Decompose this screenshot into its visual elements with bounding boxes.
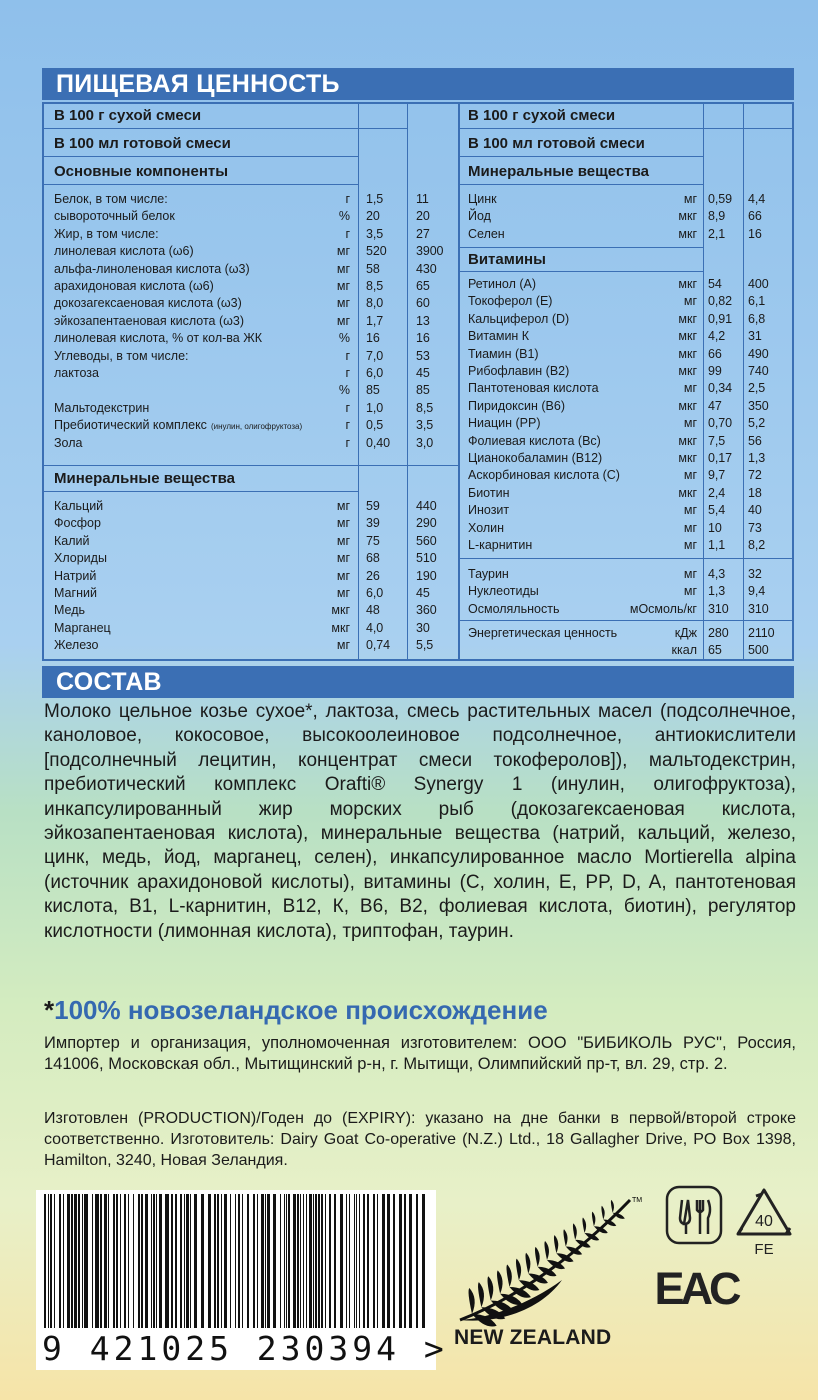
table-row — [44, 261, 460, 279]
row-dry: 54 — [708, 277, 722, 291]
row-unit: мг — [683, 567, 697, 581]
row-unit: мкг — [678, 209, 697, 224]
row-ready: 310 — [748, 601, 769, 616]
row-sep — [44, 128, 407, 129]
row-unit: % — [338, 383, 350, 398]
row-dry: 39 — [366, 516, 380, 531]
row-ready: 510 — [416, 551, 437, 566]
table-row — [44, 585, 460, 603]
table-row — [44, 348, 460, 366]
row-dry: 10 — [708, 520, 722, 535]
row-dry: 16 — [366, 331, 380, 346]
row-ready: 31 — [748, 329, 762, 344]
row-unit: мг — [336, 533, 350, 548]
energy-row — [460, 625, 792, 643]
row-dry: 1,3 — [708, 584, 726, 599]
table-row — [460, 433, 792, 451]
row-dry: 2,1 — [708, 226, 726, 241]
row-dry: 47 — [708, 398, 722, 413]
row-dry: 0,82 — [708, 294, 732, 309]
row-unit: мг — [683, 192, 697, 206]
row-name: Марганец — [54, 620, 111, 635]
row-ready: 45 — [416, 366, 430, 380]
row-ready: 2,5 — [748, 381, 766, 396]
row-name: Ретинол (А) — [468, 277, 537, 291]
row-name: Фолиевая кислота (Bc) — [468, 433, 601, 448]
table-row — [460, 566, 792, 584]
header-dry-right: В 100 г сухой смеси — [468, 107, 616, 124]
row-unit: г — [345, 435, 350, 450]
row-note: (инулин, олигофруктоза) — [210, 422, 303, 432]
barcode-bars — [36, 1190, 436, 1332]
food-contact-icon — [664, 1184, 724, 1246]
row-name: Ниацин (PP) — [468, 416, 541, 431]
nutrition-table-left — [42, 102, 460, 661]
row-ready: 6,8 — [748, 311, 766, 326]
energy-dry-kcal: 65 — [708, 643, 722, 657]
row-dry: 0,74 — [366, 638, 390, 653]
row-unit: г — [345, 400, 350, 415]
row-ready: 5,2 — [748, 416, 766, 431]
row-name: Рибофлавин (B2) — [468, 364, 570, 378]
row-ready: 27 — [416, 226, 430, 241]
row-sep — [460, 184, 703, 185]
trademark-mark: TM — [632, 1197, 643, 1204]
importer-text: Импортер и организация, уполномоченная изготовителем: ООО "БИБИКОЛЬ РУС", Россия, 141006, Московская обл., Мытищинский р-н, г. Мытищи, Олимпийский пр-т, вл. 29, стр. 2. — [44, 1034, 796, 1073]
row-ready: 73 — [748, 520, 762, 535]
row-dry: 8,5 — [366, 279, 384, 293]
table-row — [460, 485, 792, 503]
row-sep — [44, 184, 358, 185]
row-unit: мкг — [678, 346, 697, 361]
table-row — [44, 191, 460, 209]
header-basic: Основные компоненты — [54, 163, 229, 180]
row-dry: 4,2 — [708, 329, 726, 344]
row-dry: 0,59 — [708, 192, 732, 206]
row-dry: 4,3 — [708, 567, 726, 581]
row-ready: 16 — [748, 226, 762, 241]
table-row — [460, 502, 792, 520]
row-sep — [460, 156, 703, 157]
header-ready-right: В 100 мл готовой смеси — [468, 135, 645, 152]
row-dry: 68 — [366, 551, 380, 566]
row-name: Инозит — [468, 503, 510, 518]
row-name: Железо — [54, 638, 99, 653]
row-ready: 350 — [748, 398, 769, 413]
row-ready: 3900 — [416, 244, 444, 259]
row-dry: 1,0 — [366, 400, 384, 415]
table-row — [460, 398, 792, 416]
row-name: Биотин — [468, 485, 510, 500]
row-ready: 20 — [416, 209, 430, 224]
row-sep — [44, 156, 358, 157]
row-name: Мальтодекстрин — [54, 400, 150, 415]
row-dry: 6,0 — [366, 366, 384, 380]
barcode — [36, 1190, 448, 1370]
row-name: Нуклеотиды — [468, 584, 539, 599]
row-ready: 11 — [416, 192, 429, 206]
header-left-minerals: Минеральные вещества — [54, 470, 235, 487]
row-dry: 0,40 — [366, 435, 390, 450]
table-row — [44, 550, 460, 568]
row-name: линолевая кислота, % от кол-ва ЖК — [54, 331, 263, 346]
eac-label: EAC — [654, 1263, 738, 1314]
row-dry: 520 — [366, 244, 387, 259]
row-ready: 5,5 — [416, 638, 434, 653]
row-unit: мг — [683, 381, 697, 396]
row-ready: 560 — [416, 533, 437, 548]
header-ready: В 100 мл готовой смеси — [54, 135, 231, 152]
row-name: лактоза — [54, 366, 99, 380]
row-name: линолевая кислота (ω6) — [54, 244, 194, 259]
row-name: Углеводы, в том числе: — [54, 348, 189, 363]
row-dry: 2,4 — [708, 485, 726, 500]
row-unit: мг — [336, 261, 350, 276]
row-ready: 72 — [748, 468, 762, 483]
row-name: Таурин — [468, 567, 509, 581]
row-name: Цинк — [468, 192, 497, 206]
row-ready: 85 — [416, 383, 430, 398]
row-name: Витамин К — [468, 329, 530, 344]
row-unit: мг — [683, 294, 697, 309]
row-ready: 18 — [748, 485, 762, 500]
table-row — [44, 533, 460, 551]
table-row — [44, 382, 460, 400]
row-unit: мкг — [678, 226, 697, 241]
row-name: Медь — [54, 603, 86, 618]
recycle-material: FE — [754, 1241, 774, 1258]
row-unit: мг — [683, 538, 697, 552]
table-row — [44, 400, 460, 418]
origin-star: * — [44, 995, 55, 1025]
row-sep — [460, 128, 792, 129]
row-ready: 8,5 — [416, 400, 434, 415]
row-name: Холин — [468, 520, 505, 535]
row-name: Пиридоксин (B6) — [468, 398, 565, 413]
row-unit: мг — [336, 279, 350, 293]
row-ready: 53 — [416, 348, 430, 363]
row-unit: мкг — [678, 485, 697, 500]
row-ready: 66 — [748, 209, 762, 224]
row-unit: мг — [336, 296, 350, 311]
energy-ready-kj: 2110 — [748, 626, 775, 640]
row-dry: 1,7 — [366, 313, 384, 328]
table-row — [44, 620, 460, 638]
row-unit: мг — [336, 568, 350, 583]
row-name: Селен — [468, 226, 505, 241]
row-dry: 8,0 — [366, 296, 384, 311]
energy-name: Энергетическая ценность — [468, 626, 618, 640]
row-dry: 5,4 — [708, 503, 726, 518]
row-ready: 190 — [416, 568, 437, 583]
table-row — [460, 583, 792, 601]
row-ready: 45 — [416, 586, 430, 600]
row-name: Калий — [54, 533, 90, 548]
row-ready: 1,3 — [748, 451, 766, 465]
table-row — [44, 515, 460, 533]
row-unit: г — [345, 226, 350, 241]
row-sep — [44, 491, 358, 492]
row-ready: 740 — [748, 364, 769, 378]
row-dry: 0,5 — [366, 418, 384, 433]
row-unit: мг — [683, 468, 697, 483]
table-row — [44, 417, 460, 435]
row-dry: 3,5 — [366, 226, 384, 241]
table-row — [460, 276, 792, 294]
row-ready: 60 — [416, 296, 430, 311]
row-unit: мкг — [678, 433, 697, 448]
row-dry: 48 — [366, 603, 380, 618]
row-name: Хлориды — [54, 551, 107, 566]
energy-dry-kj: 280 — [708, 626, 729, 640]
row-dry: 75 — [366, 533, 380, 548]
composition-title: СОСТАВ — [42, 666, 794, 698]
row-dry: 7,5 — [708, 433, 726, 448]
header-right-minerals: Минеральные вещества — [468, 163, 649, 180]
row-unit: мг — [336, 586, 350, 600]
table-row — [460, 363, 792, 381]
table-row — [460, 191, 792, 209]
table-row — [460, 328, 792, 346]
row-unit: мкг — [331, 620, 350, 635]
row-dry: 8,9 — [708, 209, 726, 224]
row-ready: 16 — [416, 331, 430, 346]
row-dry: 59 — [366, 499, 380, 513]
row-dry: 9,7 — [708, 468, 726, 483]
row-dry: 26 — [366, 568, 380, 583]
table-row — [44, 295, 460, 313]
row-unit: мкг — [331, 603, 350, 618]
table-row — [460, 450, 792, 468]
row-unit: мг — [683, 584, 697, 599]
row-dry: 310 — [708, 601, 729, 616]
table-row — [44, 602, 460, 620]
row-name: Кальциферол (D) — [468, 311, 570, 326]
row-unit: мг — [336, 638, 350, 653]
row-ready: 65 — [416, 279, 430, 293]
row-unit: мг — [683, 503, 697, 518]
origin-line — [44, 995, 548, 1026]
row-ready: 30 — [416, 620, 430, 635]
row-name: эйкозапентаеновая кислота (ω3) — [54, 313, 244, 328]
table-row — [44, 330, 460, 348]
row-unit: мг — [336, 551, 350, 566]
table-row — [460, 520, 792, 538]
row-name: сывороточный белок — [54, 209, 175, 224]
row-dry: 6,0 — [366, 586, 384, 600]
row-dry: 4,0 — [366, 620, 384, 635]
table-row — [44, 498, 460, 516]
row-name-wrap — [54, 417, 302, 436]
row-name: Фосфор — [54, 516, 101, 531]
table-row — [460, 380, 792, 398]
row-dry: 0,34 — [708, 381, 732, 396]
table-row — [44, 435, 460, 453]
table-row — [44, 278, 460, 296]
row-sep — [44, 465, 460, 466]
row-dry: 0,17 — [708, 451, 732, 465]
row-ready: 290 — [416, 516, 437, 531]
table-row — [460, 415, 792, 433]
row-unit: мОсмоль/кг — [629, 601, 697, 616]
table-row — [460, 208, 792, 226]
table-row — [44, 637, 460, 655]
row-sep — [460, 558, 792, 559]
row-unit: % — [338, 331, 350, 346]
energy-unit-kj: кДж — [674, 626, 697, 640]
composition-text: Молоко цельное козье сухое*, лактоза, смесь растительных масел (подсолнечное, каноловое, кокосовое, высокоолеиновое подсолнечное, антиокислители [подсолнечный лецитин, концентрат смеси токоферолов]), мальтодекстрин, пребиотический комплекс Orafti® Synergy 1 (инулин, олигофруктоза), инкапсулированный жир морских рыб (докозагексаеновая кислота, эйкозапентаеновая кислота), минеральные вещества (натрий, кальций, железо, цинк, медь, йод, марганец, селен), инкапсулированное масло Mortierella alpina (источник арахидоновой кислоты), витамины (С, холин, Е, PP, D, A, пантотеновая кислота, B1, L-карнитин, B12, К, B6, B2, фолиевая кислота, биотин), регулятор кислотности (лимонная кислота), триптофан, таурин. — [44, 701, 796, 942]
row-dry: 1,1 — [708, 538, 726, 552]
row-name: Цианокобаламин (B12) — [468, 451, 603, 465]
table-row — [44, 365, 460, 383]
row-name: Пребиотический комплекс — [54, 418, 207, 433]
nutrition-table-right — [460, 102, 794, 661]
energy-row-kcal — [460, 642, 792, 660]
row-name: L-карнитин — [468, 538, 533, 552]
row-ready: 40 — [748, 503, 762, 518]
row-name: докозагексаеновая кислота (ω3) — [54, 296, 242, 311]
row-unit: г — [345, 192, 350, 206]
row-dry: 7,0 — [366, 348, 384, 363]
row-ready: 400 — [748, 277, 769, 291]
energy-ready-kcal: 500 — [748, 643, 769, 657]
row-dry: 66 — [708, 346, 722, 361]
table-row — [460, 537, 792, 555]
row-dry: 85 — [366, 383, 380, 398]
row-unit: мкг — [678, 398, 697, 413]
row-name: Магний — [54, 586, 97, 600]
header-dry: В 100 г сухой смеси — [54, 107, 202, 124]
table-row — [460, 311, 792, 329]
row-unit: % — [338, 209, 350, 224]
row-unit: г — [345, 366, 350, 380]
row-name: арахидоновая кислота (ω6) — [54, 279, 214, 293]
table-row — [44, 226, 460, 244]
table-row — [460, 346, 792, 364]
row-name: Токоферол (Е) — [468, 294, 553, 309]
row-ready: 3,0 — [416, 435, 434, 450]
row-ready: 490 — [748, 346, 769, 361]
row-dry: 0,70 — [708, 416, 732, 431]
table-row — [460, 601, 792, 619]
row-ready: 360 — [416, 603, 437, 618]
row-unit: мг — [683, 416, 697, 431]
origin-text: 100% новозеландское происхождение — [54, 995, 548, 1025]
row-name: Йод — [468, 209, 491, 224]
row-name: альфа-линоленовая кислота (ω3) — [54, 261, 250, 276]
row-unit: мг — [683, 520, 697, 535]
recycle-icon — [732, 1184, 796, 1260]
row-unit: мкг — [678, 364, 697, 378]
row-ready: 3,5 — [416, 418, 434, 433]
nutrition-title: ПИЩЕВАЯ ЦЕННОСТЬ — [42, 68, 794, 100]
production-text: Изготовлен (PRODUCTION)/Годен до (EXPIRY): указано на дне банки в первой/второй строке соответственно. Изготовитель: Dairy Goat Co-operative (N.Z.) Ltd., 18 Gallagher Drive, PO Box 1398, Hamilton, 3240, Новая Зеландия. — [44, 1110, 796, 1169]
eac-mark-icon — [654, 1258, 738, 1314]
row-dry: 20 — [366, 209, 380, 224]
barcode-digits: 9 421025 230394 > — [42, 1329, 448, 1368]
row-name: Кальций — [54, 499, 104, 513]
row-name: Натрий — [54, 568, 97, 583]
row-ready: 9,4 — [748, 584, 766, 599]
table-row — [460, 467, 792, 485]
row-dry: 1,5 — [366, 192, 384, 206]
row-name: Зола — [54, 435, 83, 450]
table-row — [460, 293, 792, 311]
row-name: Тиамин (B1) — [468, 346, 539, 361]
row-ready: 32 — [748, 567, 762, 581]
recycle-code: 40 — [755, 1213, 773, 1230]
row-ready: 4,4 — [748, 192, 766, 206]
row-unit: мкг — [678, 277, 697, 291]
row-sep — [460, 620, 792, 621]
row-dry: 58 — [366, 261, 380, 276]
row-ready: 430 — [416, 261, 437, 276]
row-ready: 440 — [416, 499, 437, 513]
row-unit: мг — [336, 499, 350, 513]
row-name: Осмоляльность — [468, 601, 560, 616]
table-row — [460, 226, 792, 244]
table-row — [44, 208, 460, 226]
row-name: Белок, в том числе: — [54, 192, 168, 206]
row-ready: 13 — [416, 313, 430, 328]
row-ready: 56 — [748, 433, 762, 448]
row-dry: 0,91 — [708, 311, 732, 326]
row-unit: г — [345, 418, 350, 433]
row-name: Жир, в том числе: — [54, 226, 159, 241]
row-unit: мкг — [678, 329, 697, 344]
table-row — [44, 243, 460, 261]
row-unit: мг — [336, 244, 350, 259]
row-unit: мкг — [678, 451, 697, 465]
row-name: Аскорбиновая кислота (С) — [468, 468, 620, 483]
row-unit: мг — [336, 313, 350, 328]
header-vitamins: Витамины — [468, 251, 546, 268]
row-dry: 99 — [708, 364, 722, 378]
row-unit: г — [345, 348, 350, 363]
row-unit: мкг — [678, 311, 697, 326]
table-row — [44, 313, 460, 331]
row-name: Пантотеновая кислота — [468, 381, 599, 396]
energy-unit-kcal: ккал — [671, 643, 697, 657]
row-ready: 6,1 — [748, 294, 766, 309]
row-ready: 8,2 — [748, 538, 766, 552]
table-row — [44, 568, 460, 586]
new-zealand-label: NEW ZEALAND — [454, 1326, 612, 1349]
row-unit: мг — [336, 516, 350, 531]
